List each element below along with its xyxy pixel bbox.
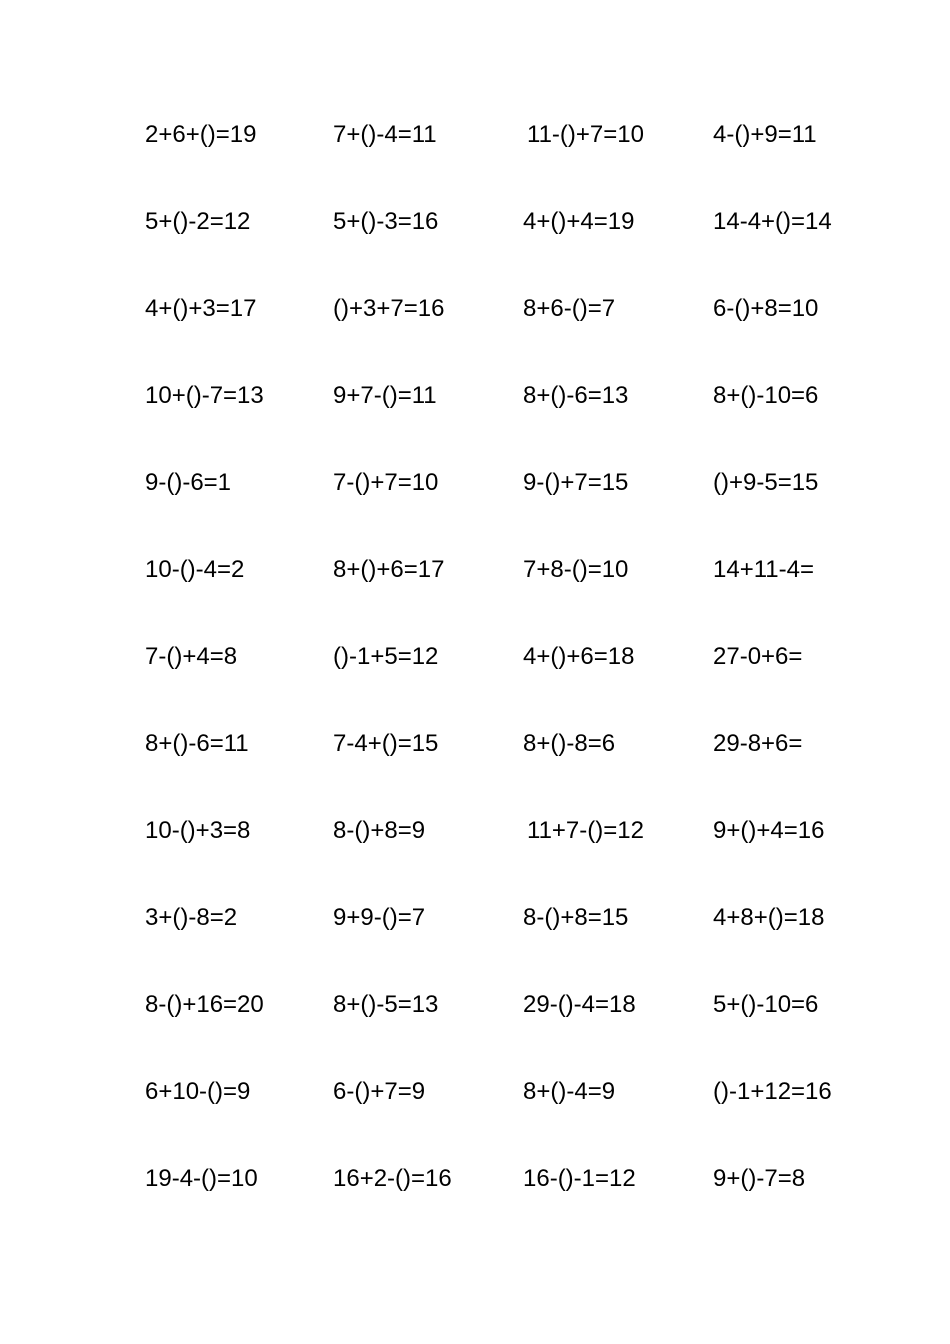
math-problem: 9+()-7=8 bbox=[713, 1165, 806, 1192]
math-problem: 9-()+7=15 bbox=[523, 469, 629, 496]
math-problem: 4+8+()=18 bbox=[713, 904, 825, 931]
math-problem: 8+()-8=6 bbox=[523, 730, 616, 757]
math-problem: 8+()-10=6 bbox=[713, 382, 819, 409]
problem-row bbox=[0, 381, 950, 421]
problem-row bbox=[0, 468, 950, 508]
math-problem: 7-()+7=10 bbox=[333, 469, 439, 496]
problem-row bbox=[0, 120, 950, 160]
math-problem: 11-()+7=10 bbox=[527, 121, 644, 148]
math-problem: 8+()+6=17 bbox=[333, 556, 445, 583]
math-problem: 29-8+6= bbox=[713, 730, 803, 757]
math-problem: 8+()-5=13 bbox=[333, 991, 439, 1018]
math-problem: 10-()-4=2 bbox=[145, 556, 245, 583]
problem-row bbox=[0, 816, 950, 856]
math-problem: 6-()+8=10 bbox=[713, 295, 819, 322]
math-problem: 9+9-()=7 bbox=[333, 904, 426, 931]
math-problem: 29-()-4=18 bbox=[523, 991, 636, 1018]
problem-row bbox=[0, 729, 950, 769]
math-problem: 5+()-2=12 bbox=[145, 208, 251, 235]
math-problem: 8+()-6=11 bbox=[145, 730, 249, 757]
math-problem: 6+10-()=9 bbox=[145, 1078, 251, 1105]
problem-row bbox=[0, 1077, 950, 1117]
math-problem: 14-4+()=14 bbox=[713, 208, 832, 235]
math-problem: 5+()-10=6 bbox=[713, 991, 819, 1018]
math-problem: 3+()-8=2 bbox=[145, 904, 238, 931]
problem-row bbox=[0, 903, 950, 943]
math-problem: 8+()-6=13 bbox=[523, 382, 629, 409]
problem-row bbox=[0, 555, 950, 595]
math-problem: 10+()-7=13 bbox=[145, 382, 264, 409]
math-problem: 9+()+4=16 bbox=[713, 817, 825, 844]
math-problem: 7+8-()=10 bbox=[523, 556, 629, 583]
math-problem: 7-()+4=8 bbox=[145, 643, 238, 670]
problem-row bbox=[0, 642, 950, 682]
math-problem: 4+()+3=17 bbox=[145, 295, 257, 322]
math-problem: 7+()-4=11 bbox=[333, 121, 437, 148]
math-problem: 9+7-()=11 bbox=[333, 382, 437, 409]
math-problem: 16+2-()=16 bbox=[333, 1165, 452, 1192]
math-problem: ()+3+7=16 bbox=[333, 295, 445, 322]
math-problem: 8-()+16=20 bbox=[145, 991, 264, 1018]
problem-row bbox=[0, 1164, 950, 1204]
math-problem: 2+6+()=19 bbox=[145, 121, 257, 148]
math-problem: 16-()-1=12 bbox=[523, 1165, 636, 1192]
math-problem: 11+7-()=12 bbox=[527, 817, 644, 844]
problem-row bbox=[0, 990, 950, 1030]
math-problem: 14+11-4= bbox=[713, 556, 814, 583]
math-problem: 19-4-()=10 bbox=[145, 1165, 258, 1192]
math-problem: ()-1+12=16 bbox=[713, 1078, 832, 1105]
math-problem: 6-()+7=9 bbox=[333, 1078, 426, 1105]
math-problem: 4+()+4=19 bbox=[523, 208, 635, 235]
problem-row bbox=[0, 207, 950, 247]
math-problem: ()-1+5=12 bbox=[333, 643, 439, 670]
math-problem: 5+()-3=16 bbox=[333, 208, 439, 235]
math-problem: 8-()+8=9 bbox=[333, 817, 426, 844]
math-problem: 27-0+6= bbox=[713, 643, 803, 670]
math-problem: ()+9-5=15 bbox=[713, 469, 819, 496]
problem-row bbox=[0, 294, 950, 334]
math-problem: 8+()-4=9 bbox=[523, 1078, 616, 1105]
math-problem: 9-()-6=1 bbox=[145, 469, 232, 496]
math-problem: 8+6-()=7 bbox=[523, 295, 616, 322]
math-problem: 4-()+9=11 bbox=[713, 121, 817, 148]
math-problem: 7-4+()=15 bbox=[333, 730, 439, 757]
math-problem: 4+()+6=18 bbox=[523, 643, 635, 670]
math-problem: 10-()+3=8 bbox=[145, 817, 251, 844]
math-problem: 8-()+8=15 bbox=[523, 904, 629, 931]
